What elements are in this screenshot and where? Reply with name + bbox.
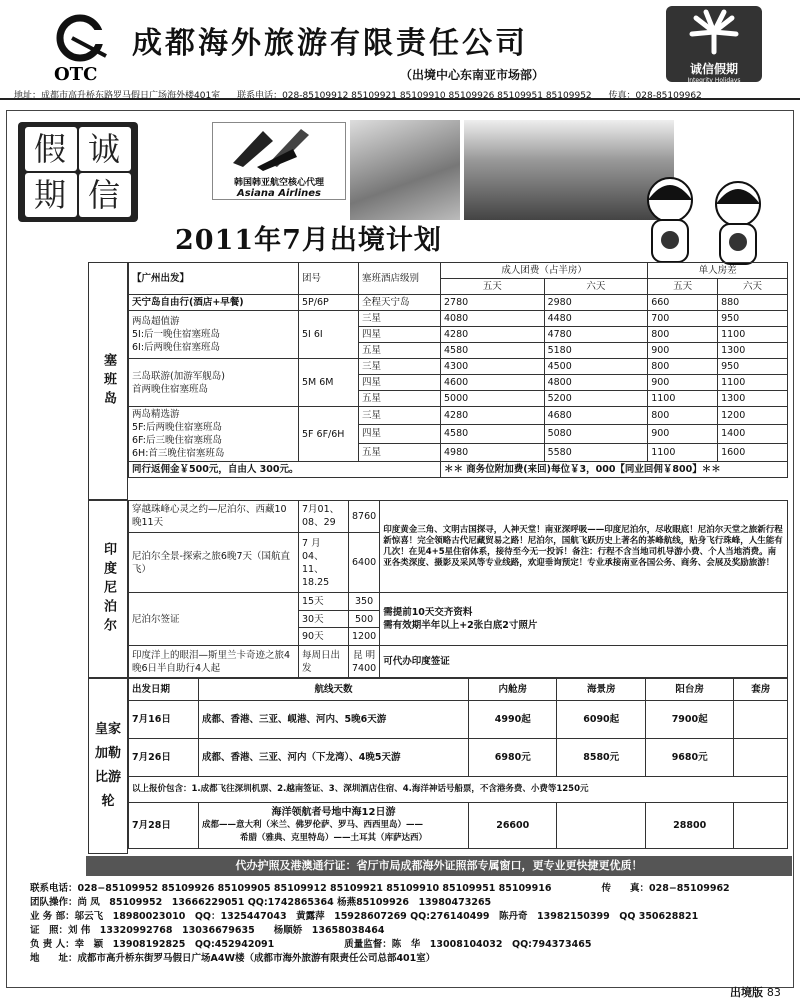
table-cell: 航线天数 bbox=[199, 679, 469, 701]
saipan-table bbox=[128, 262, 788, 478]
table-row bbox=[129, 739, 788, 777]
asiana-en: Asiana Airlines bbox=[236, 188, 322, 199]
table-cell: 5000 bbox=[441, 391, 545, 407]
department-subtitle: （出境中心东南亚市场部） bbox=[400, 68, 545, 82]
table-cell: ＊＊ 商务位附加费(来回)每位￥3，000【同业回佣￥800】＊＊ bbox=[441, 462, 788, 478]
table-cell: 7月26日 bbox=[129, 739, 199, 777]
table-cell: 5I 6I bbox=[299, 311, 359, 359]
table-cell: 8760 bbox=[349, 501, 380, 533]
table-cell: 尼泊尔签证 bbox=[129, 593, 299, 646]
table-cell: 7 月 04、11、18.25 bbox=[299, 532, 349, 592]
contact-text: 联系电话：028−85109952 85109926 85109905 85109912 85109921 85109910 85109951 85109916 bbox=[30, 883, 552, 894]
table-cell: 800 bbox=[648, 359, 718, 375]
badge-char: 期 bbox=[25, 173, 77, 217]
passport-banner: 代办护照及港澳通行证：省厅市局成都海外证照部专属窗口，更专业更快捷更优质！ bbox=[86, 856, 792, 876]
tour-sub: 6I:后两晚住宿塞班岛 bbox=[132, 342, 221, 353]
table-cell: 30天 bbox=[299, 610, 349, 628]
header bbox=[0, 0, 800, 100]
table-cell bbox=[557, 803, 645, 849]
table-cell bbox=[734, 701, 788, 739]
table-cell: 4580 bbox=[441, 425, 545, 443]
table-cell: 五星 bbox=[359, 391, 441, 407]
table-row bbox=[129, 803, 788, 849]
table-cell bbox=[734, 803, 788, 849]
table-cell: 6400 bbox=[349, 532, 380, 592]
table-cell: 2780 bbox=[441, 295, 545, 311]
table-cell: 出发日期 bbox=[129, 679, 199, 701]
table-cell: 三星 bbox=[359, 407, 441, 425]
asiana-logo bbox=[212, 122, 346, 200]
table-cell: 26600 bbox=[469, 803, 557, 849]
brand-en: Integrity Holidays bbox=[687, 77, 741, 84]
tour-name: 两岛超值游 bbox=[132, 316, 180, 327]
tour-sub: 首两晚住宿塞班岛 bbox=[132, 383, 209, 395]
contact-text: 证 照：刘 伟 13320992768 13036679635 杨顺娇 13658038464 bbox=[30, 925, 385, 936]
table-cell: 880 bbox=[718, 295, 788, 311]
table-cell: 1200 bbox=[718, 407, 788, 425]
table-cell: 1600 bbox=[718, 443, 788, 461]
contact-text: 传 真：028−85109962 bbox=[601, 883, 730, 894]
table-cell: 1100 bbox=[648, 391, 718, 407]
table-cell: 三星 bbox=[359, 311, 441, 327]
table-cell: 内舱房 bbox=[469, 679, 557, 701]
table-cell: 1200 bbox=[349, 628, 380, 646]
palm-icon bbox=[666, 6, 762, 56]
table-cell: 需提前10天交齐资料 需有效期半年以上+2张白底2寸照片 bbox=[380, 593, 788, 646]
table-cell: 900 bbox=[648, 375, 718, 391]
table-row bbox=[129, 777, 788, 803]
table-cell: 4780 bbox=[544, 327, 648, 343]
table-cell: 4480 bbox=[544, 311, 648, 327]
nepal-region-label: 印度尼泊尔 bbox=[101, 541, 116, 637]
contact-row bbox=[30, 882, 790, 896]
table-row bbox=[129, 501, 788, 533]
table-row bbox=[129, 646, 788, 678]
table-cell: 7月01、08、29 bbox=[299, 501, 349, 533]
table-cell: 穿越珠峰心灵之约—尼泊尔、西藏10晚11天 bbox=[129, 501, 299, 533]
table-cell: 四星 bbox=[359, 425, 441, 443]
tour-sub: 6H:首三晚住宿塞班岛 bbox=[132, 448, 225, 459]
table-cell: 三星 bbox=[359, 359, 441, 375]
price-label: 7400 bbox=[352, 662, 377, 674]
table-row bbox=[129, 593, 788, 611]
table-cell: 五天 bbox=[648, 279, 718, 295]
table-cell: 5080 bbox=[544, 425, 648, 443]
table-cell: 【广州出发】 bbox=[129, 263, 299, 295]
table-cell: 五星 bbox=[359, 443, 441, 461]
nepal-table bbox=[128, 500, 788, 678]
table-cell: 成都、香港、三亚、河内（下龙湾）、4晚5天游 bbox=[199, 739, 469, 777]
table-row bbox=[129, 359, 788, 375]
table-cell: 1300 bbox=[718, 391, 788, 407]
table-cell: 900 bbox=[648, 343, 718, 359]
table-cell: 印度黄金三角、文明古国探寻，人神天堂！南亚深呼吸——印度尼泊尔，尽收眼底！尼泊尔天堂之旅新行程新惊喜！完全领略古代尼藏贸易之路！尼泊尔，国航飞跃历史上著名的茶峰航线，贴身飞行珠峰，人生能有几次！在见4+5星住宿体系，接待至今无一投诉！备注：行程不含当地司机导游小费、个人当地消费。南亚各类深度、摄影及采风等专业线路，欢迎垂询预定！专业承接南亚各国公务、商务、会展及奖励旅游！ bbox=[380, 501, 788, 593]
table-cell bbox=[734, 739, 788, 777]
city-label: 昆 明 bbox=[353, 649, 376, 661]
table-cell: 6090起 bbox=[557, 701, 645, 739]
page-number: 83 bbox=[766, 986, 781, 999]
table-cell: 阳台房 bbox=[645, 679, 733, 701]
table-cell: 4280 bbox=[441, 327, 545, 343]
table-cell: 4600 bbox=[441, 375, 545, 391]
address-line bbox=[14, 88, 794, 101]
table-cell: 700 bbox=[648, 311, 718, 327]
table-cell: 4680 bbox=[544, 407, 648, 425]
med-title: 海洋领航者号地中海12日游 bbox=[271, 807, 396, 818]
table-cell: 六天 bbox=[718, 279, 788, 295]
table-cell: 4990起 bbox=[469, 701, 557, 739]
table-cell: 单人房差 bbox=[648, 263, 788, 279]
table-cell: 5200 bbox=[544, 391, 648, 407]
med-line: 成都——意大利（米兰、佛罗伦萨、罗马、西西里岛）—— bbox=[202, 820, 424, 830]
contacts-block bbox=[30, 882, 790, 966]
table-cell: 500 bbox=[349, 610, 380, 628]
table-cell: 可代办印度签证 bbox=[380, 646, 788, 678]
badge-char: 信 bbox=[79, 173, 131, 217]
contact-row bbox=[30, 896, 790, 910]
med-line: 希腊（雅典、克里特岛）——土耳其（库萨达西） bbox=[239, 833, 427, 843]
otc-logo-icon bbox=[50, 12, 120, 84]
contact-text: 质量监督：陈 华 13008104032 QQ:794373465 bbox=[344, 939, 592, 950]
contact-text: 地 址：成都市高升桥东街罗马假日广场A4W楼（成都市海外旅游有限责任公司总部401室） bbox=[30, 953, 436, 964]
table-row bbox=[129, 263, 788, 279]
table-cell: 1100 bbox=[718, 327, 788, 343]
page-title: 2011年7月出境计划 bbox=[175, 225, 442, 256]
table-cell: 套房 bbox=[734, 679, 788, 701]
table-cell: 1400 bbox=[718, 425, 788, 443]
table-cell: 全程天宁岛 bbox=[359, 295, 441, 311]
tour-sub: 6F:后三晚住宿塞班岛 bbox=[132, 435, 222, 446]
table-cell: 950 bbox=[718, 311, 788, 327]
table-cell: 以上报价包含：1.成都飞往深圳机票、2.越南签证、3、深圳酒店住宿、4.海洋神话号船票，不含港务费、小费等1250元 bbox=[129, 777, 788, 803]
tour-name: 三岛联游(加游军舰岛) bbox=[132, 370, 225, 382]
contact-row bbox=[30, 938, 790, 952]
cartoon-mascots-icon bbox=[630, 170, 780, 266]
table-cell: 800 bbox=[648, 327, 718, 343]
cruise-table bbox=[128, 678, 788, 849]
table-cell: 4300 bbox=[441, 359, 545, 375]
table-cell: 成都、香港、三亚、岘港、河内、5晚6天游 bbox=[199, 701, 469, 739]
contact-text: 团队操作：尚 凤 85109952 13666229051 QQ:1742865364 杨燕85109926 13980473265 bbox=[30, 897, 492, 908]
table-cell: 5F 6F/6H bbox=[299, 407, 359, 462]
contact-row bbox=[30, 924, 790, 938]
table-cell: 四星 bbox=[359, 375, 441, 391]
footer-label: 出境版 bbox=[730, 986, 763, 999]
table-cell: 5M 6M bbox=[299, 359, 359, 407]
table-cell: 15天 bbox=[299, 593, 349, 611]
otc-logo-text: OTC bbox=[54, 64, 98, 84]
fax: 传真：028-85109962 bbox=[608, 91, 702, 101]
table-cell: 1100 bbox=[648, 443, 718, 461]
table-cell: 4500 bbox=[544, 359, 648, 375]
tour-sub: 5I:后一晚住宿塞班岛 bbox=[132, 329, 221, 340]
tour-sub: 5F:后两晚住宿塞班岛 bbox=[132, 422, 222, 433]
contact-row bbox=[30, 952, 790, 966]
page-footer bbox=[730, 984, 781, 1000]
tour-name: 两岛精选游 bbox=[132, 409, 180, 420]
table-cell: 950 bbox=[718, 359, 788, 375]
korea-photo bbox=[350, 120, 460, 220]
table-cell bbox=[349, 646, 380, 678]
table-cell: 同行返佣金￥500元，自由人 300元。 bbox=[129, 462, 441, 478]
table-cell: 6980元 bbox=[469, 739, 557, 777]
table-cell: 1300 bbox=[718, 343, 788, 359]
saipan-region-label: 塞班岛 bbox=[101, 352, 116, 410]
table-cell: 800 bbox=[648, 407, 718, 425]
table-cell: 印度洋上的眼泪—斯里兰卡奇迹之旅4晚6日半自助行4人起 bbox=[129, 646, 299, 678]
integrity-holiday-badge bbox=[18, 122, 138, 222]
table-cell: 900 bbox=[648, 425, 718, 443]
table-cell: 4580 bbox=[441, 343, 545, 359]
table-row bbox=[129, 679, 788, 701]
phone: 联系电话：028-85109912 85109921 85109910 85109926 85109951 85109952 bbox=[237, 91, 592, 101]
contact-text: 业 务 部：邬云飞 18980023010 QQ：1325447043 黄露萍 15928607269 QQ:276140499 陈丹奇 13982150399 QQ 350628821 bbox=[30, 911, 699, 922]
asiana-emblem-icon bbox=[213, 123, 347, 171]
table-cell: 7月16日 bbox=[129, 701, 199, 739]
table-cell bbox=[129, 407, 299, 462]
table-cell: 7月28日 bbox=[129, 803, 199, 849]
table-cell: 350 bbox=[349, 593, 380, 611]
table-cell: 团号 bbox=[299, 263, 359, 295]
table-cell: 7900起 bbox=[645, 701, 733, 739]
table-cell: 六天 bbox=[544, 279, 648, 295]
table-cell bbox=[129, 359, 299, 407]
table-cell: 4080 bbox=[441, 311, 545, 327]
table-cell: 四星 bbox=[359, 327, 441, 343]
table-cell: 4280 bbox=[441, 407, 545, 425]
table-cell: 塞班酒店级别 bbox=[359, 263, 441, 295]
table-cell bbox=[199, 803, 469, 849]
table-row bbox=[129, 311, 788, 327]
table-cell: 五星 bbox=[359, 343, 441, 359]
table-cell: 2980 bbox=[544, 295, 648, 311]
table-cell: 4800 bbox=[544, 375, 648, 391]
table-cell: 5580 bbox=[544, 443, 648, 461]
table-cell: 成人团费（占半房） bbox=[441, 263, 648, 279]
table-row bbox=[129, 701, 788, 739]
badge-char: 诚 bbox=[79, 127, 131, 171]
brand-cn: 诚信假期 bbox=[689, 62, 738, 76]
table-cell bbox=[129, 311, 299, 359]
table-cell: 90天 bbox=[299, 628, 349, 646]
table-cell: 每周日出发 bbox=[299, 646, 349, 678]
company-name: 成都海外旅游有限责任公司 bbox=[132, 26, 528, 61]
table-cell: 5P/6P bbox=[299, 295, 359, 311]
contact-row bbox=[30, 910, 790, 924]
table-cell: 9680元 bbox=[645, 739, 733, 777]
table-cell: 8580元 bbox=[557, 739, 645, 777]
table-cell: 5180 bbox=[544, 343, 648, 359]
contact-text: 负 责 人：幸 颖 13908192825 QQ:452942091 bbox=[30, 939, 275, 950]
table-cell: 28800 bbox=[645, 803, 733, 849]
cruise-region-label: 皇家加勒比游轮 bbox=[94, 722, 121, 809]
table-row bbox=[129, 462, 788, 478]
asiana-cn: 韩国韩亚航空核心代理 bbox=[233, 178, 324, 188]
table-cell: 尼泊尔全景-探索之旅6晚7天（国航直飞） bbox=[129, 532, 299, 592]
table-cell: 4980 bbox=[441, 443, 545, 461]
table-cell: 海景房 bbox=[557, 679, 645, 701]
address: 地址：成都市高升桥东路罗马假日广场海外楼401室 bbox=[14, 91, 221, 101]
table-cell: 1100 bbox=[718, 375, 788, 391]
integrity-holidays-logo bbox=[666, 6, 762, 82]
table-cell: 天宁岛自由行(酒店+早餐) bbox=[129, 295, 299, 311]
table-cell: 660 bbox=[648, 295, 718, 311]
table-row bbox=[129, 407, 788, 425]
badge-char: 假 bbox=[25, 127, 77, 171]
table-row bbox=[129, 295, 788, 311]
table-cell: 五天 bbox=[441, 279, 545, 295]
